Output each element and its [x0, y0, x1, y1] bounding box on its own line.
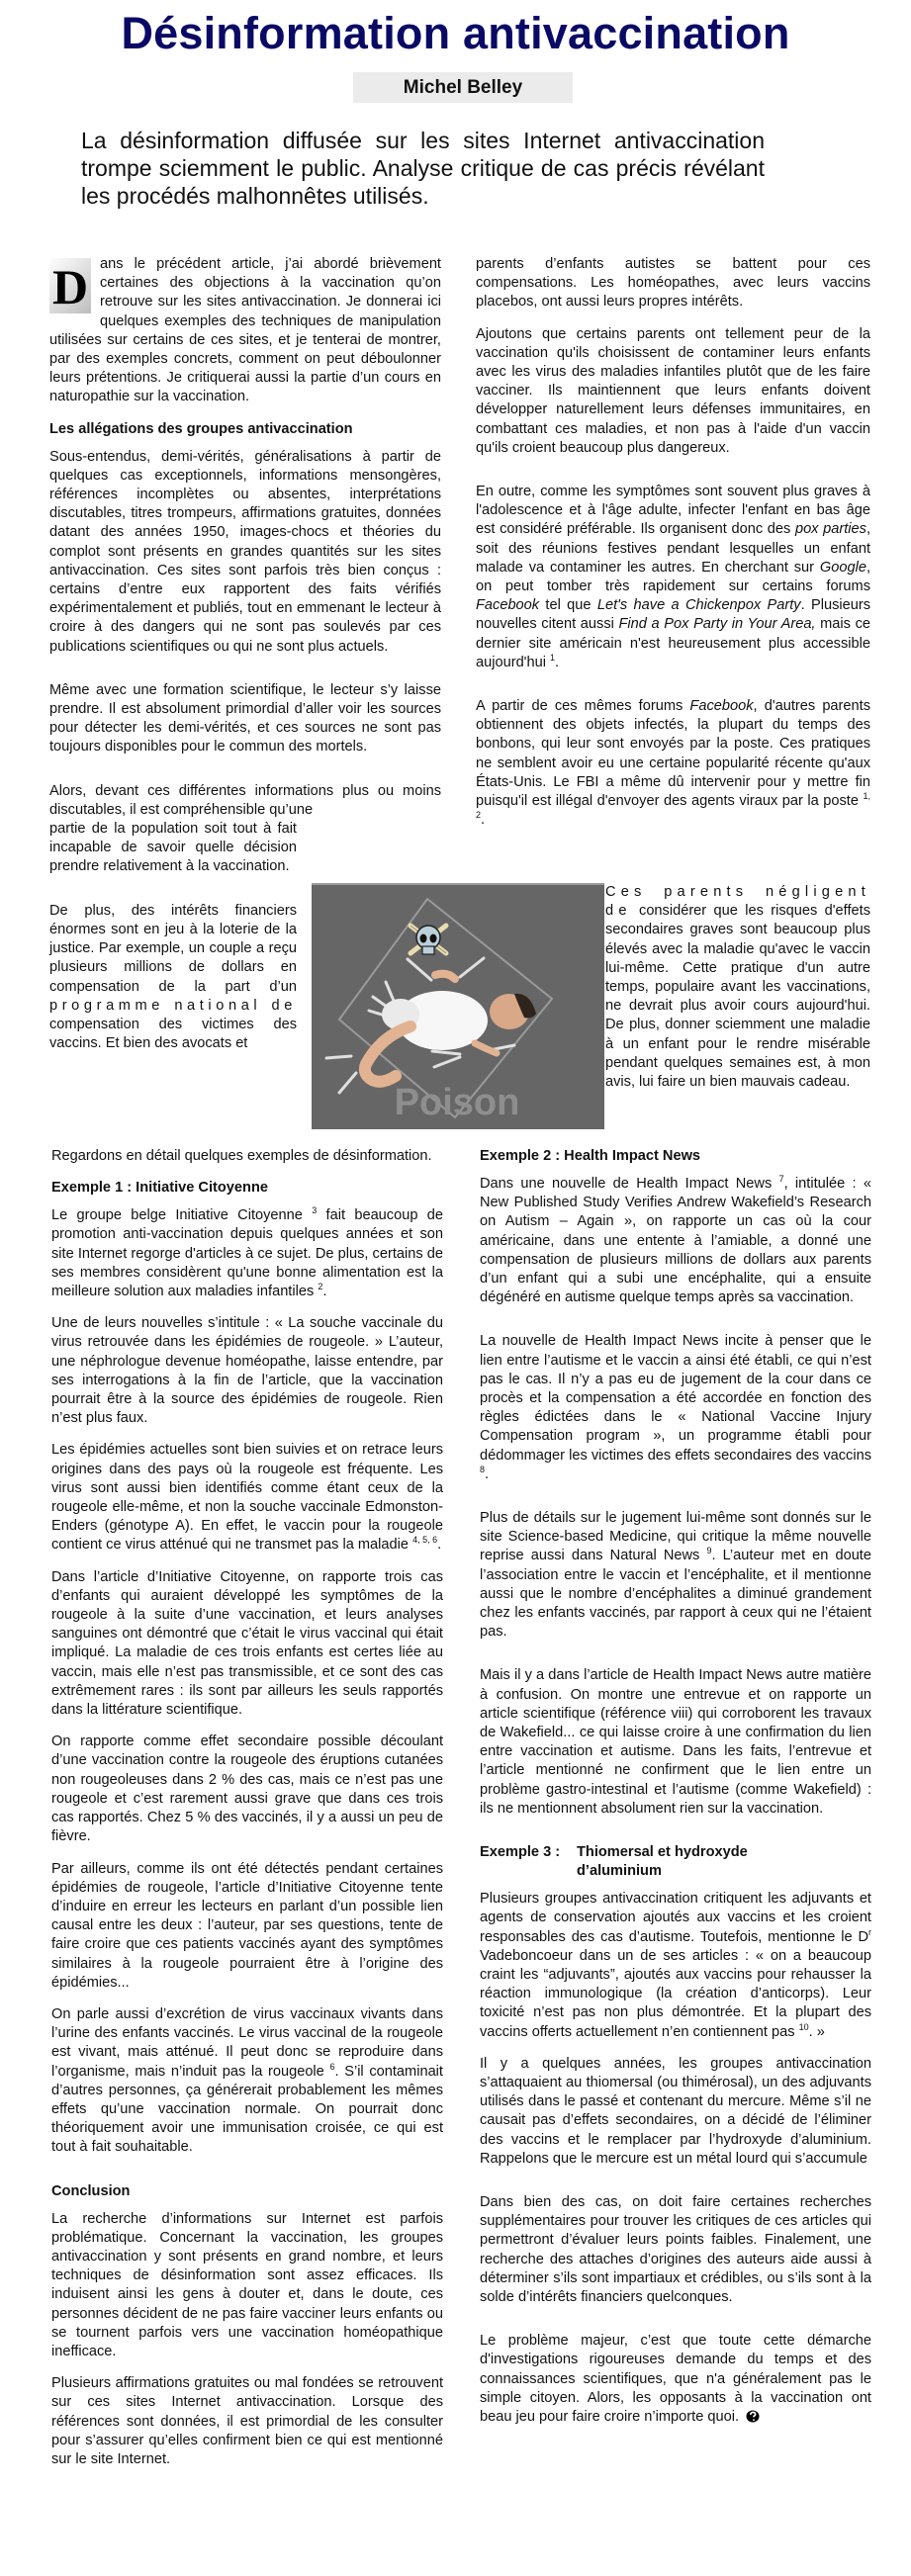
- footnote-ref[interactable]: 6: [329, 2061, 335, 2072]
- article-title: Désinformation antivaccination: [121, 8, 790, 58]
- section-heading-example-1: Exemple 1 : Initiative Citoyenne: [51, 1180, 268, 1197]
- intro-paragraph: D ans le précédent article, j’ai abordé brièvement certaines des objections à la vaccination qu’on retrouve sur les sites antivaccination. Je donnerai ici quelques exemples des techniques de manipulation utilisées sur certains de ces sites, et je tenterai de montrer, par des exemples concrets, comment on peut déboulonner leurs prétentions. Je critiquerai aussi la partie d’un cours en naturopathie sur la vaccination.: [49, 256, 441, 405]
- paragraph: La nouvelle de Health Impact News incite à penser que le lien entre l’autisme et le vaccin a ainsi été établi, ce qui n’est pas le cas. Il n’y a pas eu de jugement de la cour dans ce procès et la compensation a été accordée en fonction des règles édictées dans le « National Vaccine Injury Compensation program », un programme établi pour dédommager les victimes des effets secondaires des vaccins $^8$.: [480, 1333, 871, 1482]
- paragraph: On parle aussi d’excrétion de virus vaccinaux vivants dans l’urine des enfants vaccinés. Le virus vaccinal de la rougeole est vivant, mais atténué. Il peut donc se reproduire dans l’organisme, mais n’induit pas la rougeole $^6$. S’il contaminait d’autres personnes, ça générerait probablement les mêmes effets qu’une vaccination normale. On pourrait donc théoriquement avoir une immunisation croisée, ce qui est tout à fait souhaitable.: [51, 2005, 443, 2156]
- poison-baby-illustration: [312, 883, 604, 1129]
- paragraph: Regardons en détail quelques exemples de désinformation.: [51, 1148, 432, 1164]
- paragraph: Les épidémies actuelles sont bien suivies et on retrace leurs origines dans des pays où la rougeole est fréquente. Les virus sont aussi bien identifiés comme étant ceux de la rougeole elle-même, et non la souche vaccinale Edmonston-Enders (génotype A). En effet, le vaccin pour la rougeole contient ce virus atténué qui ne transmet pas la maladie $^{4, 5, 6}$.: [51, 1442, 443, 1554]
- paragraph: Ces parents négligent de considérer que les risques d'effets secondaires graves sont beaucoup plus élevés avec la maladie qu'avec le vaccin lui-même. Cette pratique d'un autre temps, populaire avant les vaccinations, ne devrait plus avoir cours aujourd'hui. De plus, donner sciemment une maladie à un enfant pour le rendre misérable pendant quelques semaines est, à mon avis, lui faire un bien mauvais cadeau.: [605, 884, 870, 1091]
- examples-right-column: [480, 1147, 871, 2440]
- poison-label: Poison: [394, 1082, 520, 1123]
- paragraph: partie de la population soit tout à fait incapable de savoir quelle décision prendre relativement à la vaccination.: [49, 821, 297, 875]
- paragraph: Le groupe belge Initiative Citoyenne $^3$ fait beaucoup de promotion anti-vaccination depuis quelques années et son site Internet regorge d'articles à ce sujet. De plus, certains de ses membres considèrent qu'une bonne alimentation est la meilleure solution aux maladies infantiles $^2$.: [51, 1205, 443, 1300]
- paragraph: Dans bien des cas, on doit faire certaines recherches supplémentaires pour trouver les critiques de ces articles qui permettront d’évaluer leurs points faibles. Finalement, une recherche des attaches d’origines des auteurs aide aussi à déterminer s’ils sont impartiaux et crédibles, ou s’ils sont à la solde d’intérêts financiers quelconques.: [480, 2193, 871, 2305]
- footnote-ref[interactable]: 7: [778, 1174, 784, 1185]
- footnote-ref[interactable]: 9: [706, 1546, 712, 1556]
- paragraph: Plusieurs affirmations gratuites ou mal fondées se retrouvent sur ces sites Internet antivaccination. Lorsque des références sont données, il est primordial de les consulter pour s’assurer qu’elles confirment bien ce qui est mentionné sur le site Internet.: [51, 2375, 443, 2467]
- paragraph: Par ailleurs, comme ils ont été détectés pendant certaines épidémies de rougeole, l’article d’Initiative Citoyenne tente d’induire en erreur les lecteurs en parlant d’un possible lien causal entre les deux : l’auteur, par ses questions, tente de faire croire que ces patients vaccinés ayant des symptômes similaires à la rougeole pourraient être à l’origine des épidémies...: [51, 1860, 443, 1991]
- footnote-ref[interactable]: 10: [798, 2021, 809, 2032]
- footnote-ref[interactable]: 4, 5, 6: [412, 1535, 438, 1546]
- paragraph: Dans l’article d’Initiative Citoyenne, on rapporte trois cas d’enfants qui auraient développé les symptômes de la rougeole à la suite d’une vaccination, et leurs analyses sanguines ont démontré que c’était le virus vaccinal qui était impliqué. La maladie de ces trois enfants est certes liée au vaccin, mais elle n’est pas transmissible, et ce sont des cas extrêmement rares : ils sont par ailleurs les seuls rapportés dans la littérature scientifique.: [51, 1568, 443, 1719]
- paragraph: Une de leurs nouvelles s’intitule : « La souche vaccinale du virus retrouvée dans les épidémies de rougeole. » L’auteur, une néphrologue devenue homéopathe, laisse entendre, par ses interrogations à la fin de l’article, que la vaccination pourrait être à la source des épidémies de rougeole. Rien n’est plus faux.: [51, 1315, 443, 1427]
- drop-cap: D: [49, 258, 91, 313]
- poison-illustration-svg: [312, 885, 604, 1129]
- question-mark-end-icon: [746, 2410, 760, 2423]
- intro-right-column: [476, 255, 870, 843]
- author-byline: Michel Belley: [353, 72, 573, 103]
- paragraph: Le problème majeur, c’est que toute cette démarche d'investigations rigoureuses demande du temps et des connaissances scientifiques, que n'a généralement pas le simple citoyen. Alors, les opposants à la vaccination ont beau jeu pour faire croire n’importe quoi.: [480, 2333, 871, 2425]
- footnote-ref[interactable]: 1, 2: [476, 791, 870, 821]
- paragraph: On rapporte comme effet secondaire possible découlant d’une vaccination contre la rougeole des éruptions cutanées non rougeoleuses dans 2 % des cas, mais ce n’est pas une rougeole et c’est rarement aussi grave que dans ces trois cas rapportés. Chez 5 % des vaccinés, il y a aussi un peu de fièvre.: [51, 1733, 443, 1845]
- section-heading-example-2: Exemple 2 : Health Impact News: [480, 1148, 701, 1164]
- article-abstract: La désinformation diffusée sur les sites Internet antivaccination trompe sciemment le public. Analyse critique de cas précis révélant les procédés malhonnêtes utilisés.: [81, 128, 765, 209]
- section-heading-conclusion: Conclusion: [51, 2182, 131, 2199]
- footnote-ref[interactable]: 1: [550, 653, 556, 663]
- paragraph: La recherche d’informations sur Internet est parfois problématique. Concernant la vaccination, les groupes antivaccination y sont présents en grand nombre, et leurs techniques de désinformation sont assez efficaces. Ils induisent ainsi les gens à douter et, dans le doute, ces personnes décident de ne pas faire vacciner leurs enfants ou se tournent parfois vers une vaccination homéopathique inefficace.: [51, 2210, 443, 2359]
- paragraph: Sous-entendus, demi-vérités, généralisations à partir de quelques cas exceptionnels, informations mensongères, références incomplètes ou absentes, interprétations discutables, titres trompeurs, affirmations gratuites, données datant des années 1950, images-chocs et théories du complot sont présents en grandes quantités sur les sites antivaccination. Ces sites sont parfois très bien conçus : certains d’entre eux rapportent des faits vérifiés expérimentalement et publiés, tout en emmenant le lecteur à croire à des dangers qui ne sont pas soulevés par ces publications scientifiques ou qui ne sont plus actuels.: [49, 448, 441, 655]
- footnote-ref[interactable]: 8: [480, 1464, 486, 1474]
- paragraph: Mais il y a dans l’article de Health Impact News autre matière à confusion. On montre une entrevue et on rapporte un article scientifique (référence viii) qui corroborent les travaux de Wakefield... ce qui laisse croire à une confirmation du lien entre vaccination et autisme. Dans les faits, l’entrevue et l’article mentionné ne confirment que le lien entre un problème gastro-intestinal et l’autisme (comme Wakefield) : ils ne mentionnent absolument rien sur la vaccination.: [480, 1667, 871, 1817]
- paragraph: A partir de ces mêmes forums Facebook, d'autres parents obtiennent des objets infectés, la plupart du temps des bonbons, qui leur sont envoyés par la poste. Ces pratiques ne semblent avoir eu une certaine popularité récente qu'aux États-Unis. Le FBI a même dû intervenir pour y mettre fin puisqu'il est illégal d'envoyer des agents viraux par la poste $^{1, 2}$.: [476, 698, 870, 829]
- section-heading-allegations: Les allégations des groupes antivaccination: [49, 420, 353, 437]
- paragraph: Plusieurs groupes antivaccination critiquent les adjuvants et agents de conservation ajoutés aux vaccins et les croient responsables des cas d’autisme. Toutefois, mentionne le $D^r$ Vadeboncoeur dans un de ses articles : « on a beaucoup craint les “adjuvants”, ajoutés aux vaccins pour rehausser la réaction immunologique (la création d’anticorps). Leur toxicité n’est pas non plus démontrée. Et la plupart des vaccins offerts actuellement n’en contiennent pas $^{10}$. »: [480, 1891, 871, 2040]
- paragraph: De plus, des intérêts financiers énormes sont en jeu à la loterie de la justice. Par exemple, un couple a reçu plusieurs millions de dollars en compensation de la part d’un programme national de compensation des victimes des vaccins. Et bien des avocats et: [49, 902, 297, 1052]
- section-heading-example-3: Exemple 3 : Thiomersal et hydroxyde d’aluminium: [480, 1844, 748, 1880]
- paragraph: Il y a quelques années, les groupes antivaccination s’attaquaient au thiomersal (ou thimérosal), un des adjuvants utilisés dans le passé et contenant du mercure. Même s’il ne causait pas d’effets secondaires, on a décidé de l’éliminer des vaccins et le remplacer par l’hydroxyde d’aluminium. Rappelons que le mercure est un métal lourd qui s’accumule: [480, 2055, 871, 2167]
- paragraph: parents d’enfants autistes se battent pour ces compensations. Les homéopathes, avec leurs vaccins placebos, ont aussi leurs propres intérêts.: [476, 256, 870, 311]
- examples-left-column: [51, 1147, 443, 2482]
- footnote-ref[interactable]: 2: [318, 1282, 323, 1292]
- paragraph: En outre, comme les symptômes sont souvent plus graves à l'adolescence et à l'âge adulte, infecter l'enfant en bas âge est considéré préférable. Ils organisent donc des pox parties, soit des réunions festives pendant lesquelles un enfant malade va contaminer les autres. En cherchant sur Google, on peut tomber très rapidement sur certains forums Facebook tel que Let's have a Chickenpox Party. Plusieurs nouvelles citent aussi Find a Pox Party in Your Area, mais ce dernier site américain n'est heureusement plus accessible aujourd'hui $^1$.: [476, 484, 870, 670]
- paragraph: Plus de détails sur le jugement lui-même sont donnés sur le site Science-based Medicine, qui critique la même nouvelle reprise aussi dans Natural News $^9$. L’auteur met en doute l’association entre le vaccin et l’encéphalite, et il mentionne aussi que le nombre d’encéphalites a diminué grandement chez les enfants vaccinés, par rapport à ceux qui ne l’étaient pas.: [480, 1510, 871, 1641]
- paragraph: Dans une nouvelle de Health Impact News $^7$, intitulée : « New Published Study Verifies Andrew Wakefield’s Research on Autism – Again », on rapporte un cas où la cour américaine, dans une entente à l’amiable, a donné une compensation de plusieurs millions de dollars aux parents d’un enfant qui a subi une encéphalite, qui a ensuite dégénéré en autisme quelque temps après sa vaccination.: [480, 1174, 871, 1306]
- paragraph: Même avec une formation scientifique, le lecteur s’y laisse prendre. Il est absolument primordial d’aller voir les sources pour détecter les demi-vérités, et ces sources ne sont pas toujours disponibles pour le commun des mortels.: [49, 681, 441, 755]
- figure-wrap-text: [605, 883, 870, 1092]
- paragraph: Ajoutons que certains parents ont tellement peur de la vaccination qu'ils choisissent de contaminer leurs enfants avec les virus des maladies infantiles plutôt que de les faire vacciner. Ils maintiennent que leurs enfants doivent développer naturellement leurs défenses immunitaires, en combattant ces maladies, et non pas à l'aide d'un vaccin qu'ils croient beaucoup plus dangereux.: [476, 325, 870, 456]
- paragraph: Alors, devant ces différentes informations plus ou moins discutables, il est compréhensible qu’une: [49, 782, 441, 818]
- footnote-ref[interactable]: 3: [312, 1205, 318, 1216]
